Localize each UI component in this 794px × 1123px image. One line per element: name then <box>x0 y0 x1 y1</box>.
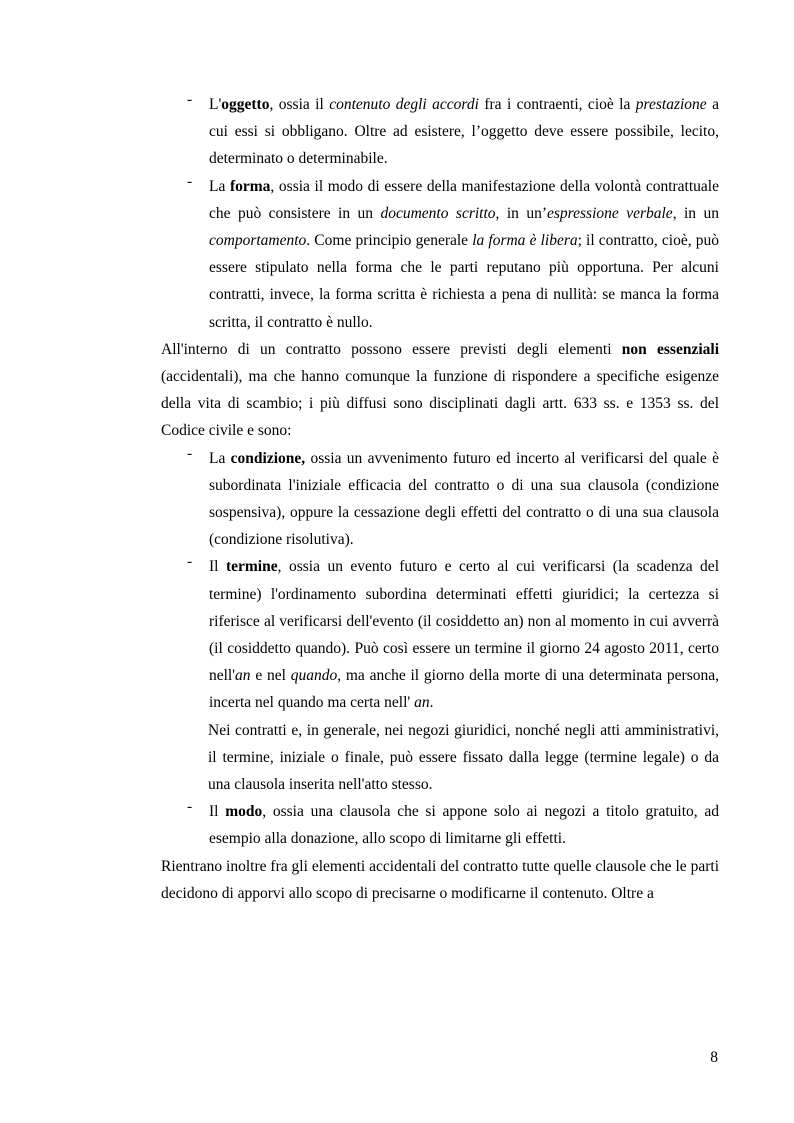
paragraph-forma: La forma, ossia il modo di essere della manifestazione della volontà contrattuale che può consistere in un documento scritto, in un’espressione verbale, in un comportamento. Come principio generale la forma è libera; il contratto, cioè, può essere stipulato nella forma che le parti reputano più opportuna. Per alcuni contratti, invece, la forma scritta è richiesta a pena di nullità: se manca la forma scritta, il contratto è nullo. <box>209 177 719 331</box>
page-body <box>161 91 719 907</box>
paragraph-clausole-accidentali: Rientrano inoltre fra gli elementi accidentali del contratto tutte quelle clausole che le parti decidono di apporvi allo scopo di precisarne o modificarne il contenuto. Oltre a <box>161 857 719 902</box>
paragraph-condizione: La condizione, ossia un avvenimento futuro ed incerto al verificarsi del quale è subordinata l'iniziale efficacia del contratto o di una sua clausola (condizione sospensiva), oppure la cessazione degli effetti del contratto o di una sua clausola (condizione risolutiva). <box>209 449 719 549</box>
list-dash: - <box>187 553 193 571</box>
list-dash: - <box>187 91 193 108</box>
list-dash: - <box>187 798 193 816</box>
list-item-forma <box>161 173 719 336</box>
page-number: 8 <box>710 1049 718 1066</box>
paragraph-termine: Il termine, ossia un evento futuro e certo al cui verificarsi (la scadenza del termine) l'ordinamento subordina determinati effetti giuridici; la certezza si riferisce al verificarsi dell'evento (il cosiddetto an) non al momento in cui avverrà (il cosiddetto quando). Può così essere un termine il giorno 24 agosto 2011, certo nell'an e nel quando, ma anche il giorno della morte di una determinata persona, incerta nel quando ma certa nell' an. <box>209 558 719 712</box>
list-item-oggetto <box>161 91 719 173</box>
list-item-termine <box>161 553 719 716</box>
paragraph-oggetto: L'oggetto, ossia il contenuto degli accordi fra i contraenti, cioè la prestazione a cui essi si obbligano. Oltre ad esistere, l’oggetto deve essere possibile, lecito, determinato o determinabile. <box>209 96 719 168</box>
list-dash: - <box>187 172 193 190</box>
list-item-modo <box>161 798 719 852</box>
paragraph-elementi-non-essenziali: All'interno di un contratto possono essere previsti degli elementi non essenziali (accidentali), ma che hanno comunque la funzione di rispondere a specifiche esigenze della vita di scambio; i più diffusi sono disciplinati dagli artt. 633 ss. e 1353 ss. del Codice civile e sono: <box>161 340 719 440</box>
list-dash: - <box>187 444 193 462</box>
paragraph-termine-legale: Nei contratti e, in generale, nei negozi giuridici, nonché negli atti amministrativi, il termine, iniziale o finale, può essere fissato dalla legge (termine legale) o da una clausola inserita nell'atto stesso. <box>208 721 719 794</box>
paragraph-modo: Il modo, ossia una clausola che si appone solo ai negozi a titolo gratuito, ad esempio alla donazione, allo scopo di limitarne gli effetti. <box>209 803 720 848</box>
list-item-condizione <box>161 445 719 554</box>
